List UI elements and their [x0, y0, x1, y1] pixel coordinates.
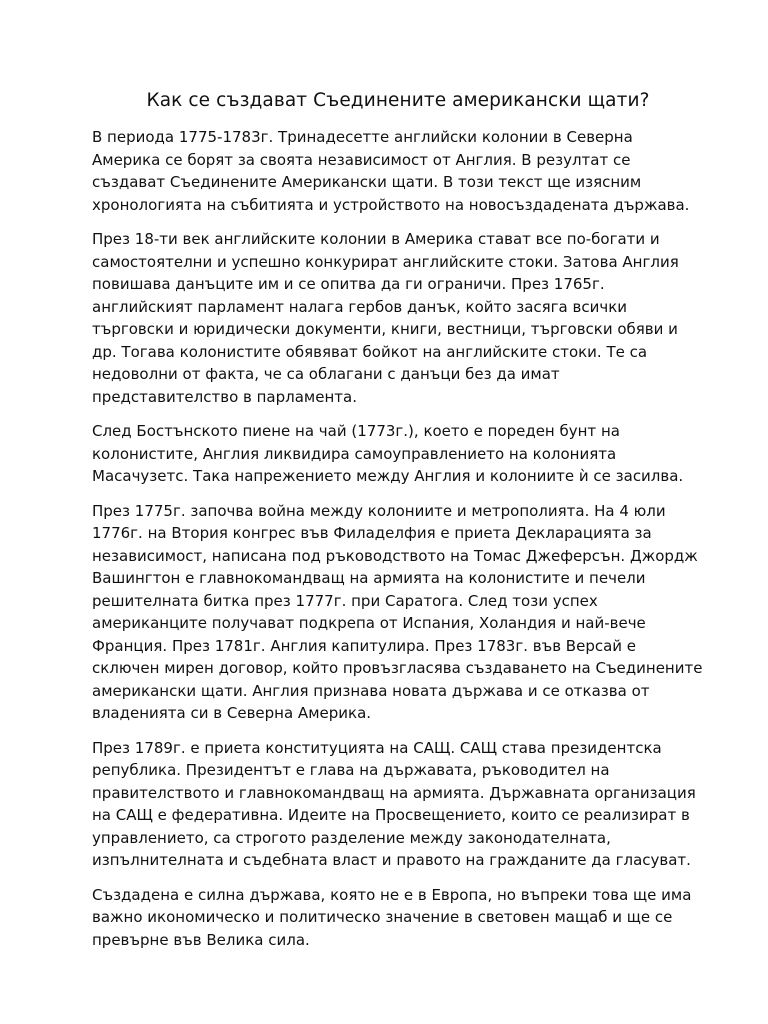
paragraph-constitution: През 1789г. е приета конституцията на САЩ. САЩ става президентска република. Президентът е глава на държавата, ръководител на правителството и главнокомандващ на армията. Държавната организация на САЩ е федеративна. Идеите на Просвещението, които се реализират в управлението, са строгото разделение между законодателната, изпълнителната и съдебната власт и правото на гражданите да гласуват. — [92, 738, 696, 869]
document-title: Как се създават Съединените американски щати? — [146, 90, 650, 111]
paragraph-war: През 1775г. започва война между колониите и метрополията. На 4 юли 1776г. на Втория конгрес във Филаделфия е приета Декларацията за независимост, написана под ръководството на Томас Джеферсън. Джордж Вашингтон е главнокомандващ на армията на колонистите и печели решителната битка през 1777г. при Саратога. След този успех американците получават подкрепа от Испания, Холандия и най-вече Франция. През 1781г. Англия капитулира. През 1783г. във Версай е сключен мирен договор, който провъзгласява създаването на Съединените американски щати. Англия признава новата държава и се отказва от владенията си в Северна Америка. — [92, 501, 703, 722]
paragraph-conclusion: Създадена е силна държава, която не е в Европа, но въпреки това ще има важно икономическо и политическо значение в световен мащаб и ще се превърне във Велика сила. — [92, 885, 692, 949]
paragraph-colonies: През 18-ти век английските колонии в Америка стават все по-богати и самостоятелни и успешно конкурират английските стоки. Затова Англия повишава данъците им и се опитва да ги ограничи. През 1765г. английският парламент налага гербов данък, който засяга всички търговски и юридически документи, книги, вестници, търговски обяви и др. Тогава колонистите обявяват бойкот на английските стоки. Те са недоволни от факта, че са облагани с данъци без да имат представителство в парламента. — [92, 230, 679, 406]
paragraph-boston-tea-party: След Бостънското пиене на чай (1773г.), което е пореден бунт на колонистите, Англия ликвидира самоуправлението на колонията Масачузетс. Така напрежението между Англия и колониите ѝ се засилва. — [92, 422, 684, 485]
paragraph-intro: В периода 1775-1783г. Тринадесетте английски колонии в Северна Америка се борят за своята независимост от Англия. В резултат се създават Съединените Американски щати. В този текст ще изясним хронологията на събитията и устройството на новосъздадената държава. — [92, 128, 690, 214]
